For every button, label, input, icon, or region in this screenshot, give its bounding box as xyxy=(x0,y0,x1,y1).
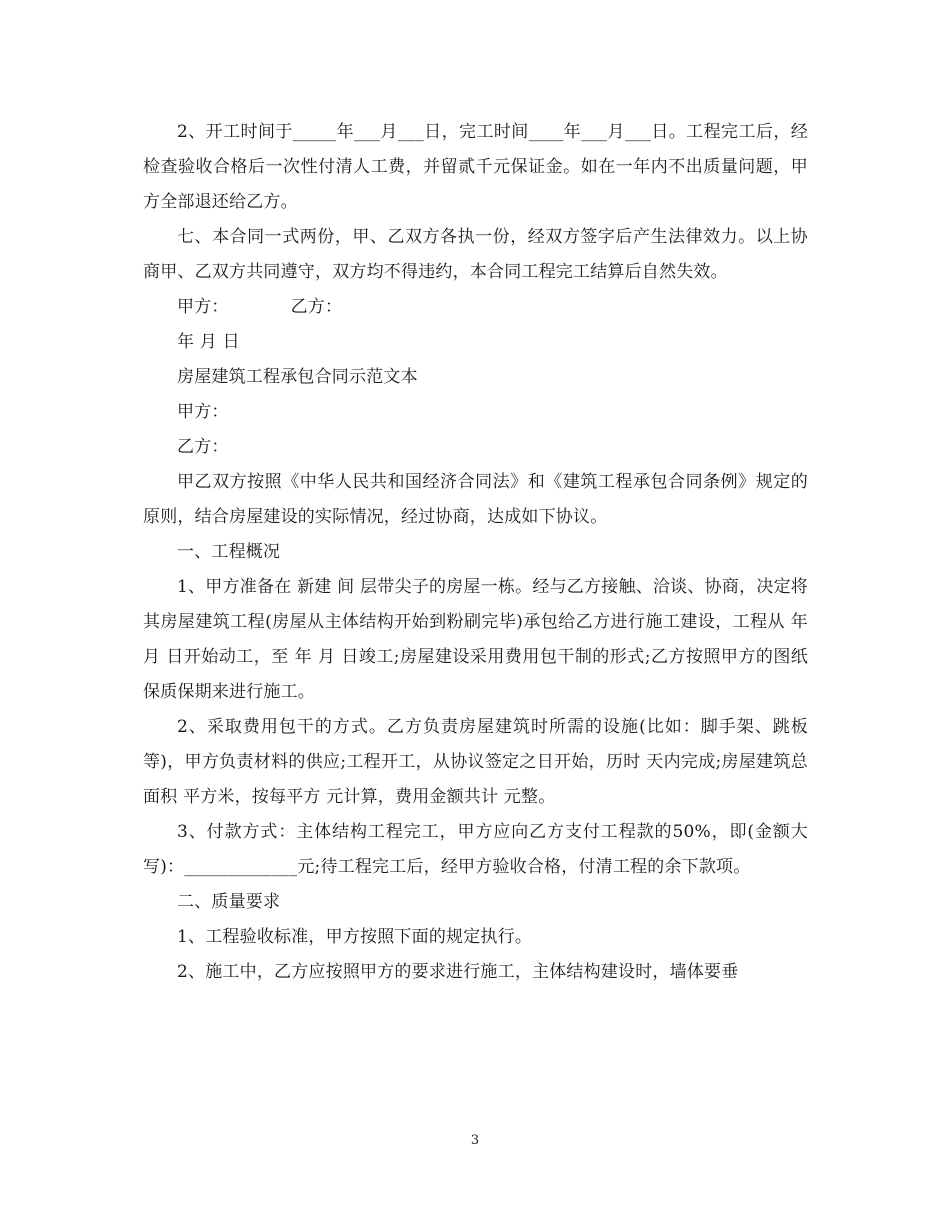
page-number: 3 xyxy=(470,1133,480,1148)
paragraph-payment: 3、付款方式：主体结构工程完工，甲方应向乙方支付工程款的50%，即(金额大写)：_____________元;待工程完工后，经甲方验收合格，付清工程的余下款项。 xyxy=(143,822,808,877)
paragraph-completion-time: 2、开工时间于_____年___月___日，完工时间____年___月___日。工程完工后，经检查验收合格后一次性付清人工费，并留贰千元保证金。如在一年内不出质量问题，甲方全部退还给乙方。 xyxy=(143,122,808,212)
document-body xyxy=(143,115,808,990)
heading-project-overview: 一、工程概况 xyxy=(177,542,281,562)
signature-party-a: 甲方： xyxy=(177,297,229,317)
paragraph-quality-2: 2、施工中，乙方应按照甲方的要求进行施工，主体结构建设时，墙体要垂 xyxy=(177,962,739,982)
paragraph-preamble: 甲乙双方按照《中华人民共和国经济合同法》和《建筑工程承包合同条例》规定的原则，结合房屋建设的实际情况，经过协商，达成如下协议。 xyxy=(143,472,808,527)
paragraph-overview-1: 1、甲方准备在 新建 间 层带尖子的房屋一栋。经与乙方接触、洽谈、协商，决定将其房屋建筑工程(房屋从主体结构开始到粉刷完毕)承包给乙方进行施工建设，工程从 年 月 日开始动工，至 年 月 日竣工;房屋建设采用费用包干制的形式;乙方按照甲方的图纸保质保期来进行施工。 xyxy=(143,577,808,702)
signature-party-b: 乙方： xyxy=(290,297,343,317)
section-title: 房屋建筑工程承包合同示范文本 xyxy=(177,367,418,387)
signature-line xyxy=(143,290,808,325)
paragraph-clause-seven: 七、本合同一式两份，甲、乙双方各执一份，经双方签字后产生法律效力。以上协商甲、乙双方共同遵守，双方均不得违约，本合同工程完工结算后自然失效。 xyxy=(143,227,808,282)
party-a-label: 甲方： xyxy=(177,402,229,422)
date-line: 年 月 日 xyxy=(177,332,240,352)
paragraph-quality-1: 1、工程验收标准，甲方按照下面的规定执行。 xyxy=(177,927,533,947)
party-b-label: 乙方： xyxy=(177,437,229,457)
heading-quality-requirements: 二、质量要求 xyxy=(177,892,281,912)
paragraph-overview-2: 2、采取费用包干的方式。乙方负责房屋建筑时所需的设施(比如：脚手架、跳板等)，甲方负责材料的供应;工程开工，从协议签定之日开始，历时 天内完成;房屋建筑总面积 平方米，按每平方 元计算，费用金额共计 元整。 xyxy=(143,717,808,807)
